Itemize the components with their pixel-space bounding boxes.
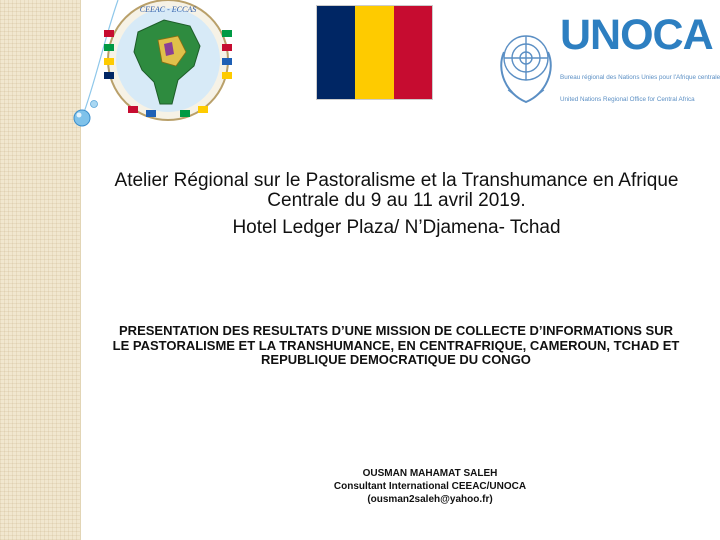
flag-stripe-red bbox=[394, 6, 432, 99]
flag-stripe-yellow bbox=[355, 6, 393, 99]
author-role: Consultant International CEEAC/UNOCA bbox=[333, 481, 527, 492]
slide-title: Atelier Régional sur le Pastoralisme et la Transhumance en Afrique Centrale du 9 au 11 avril 2019. bbox=[114, 170, 679, 211]
flag-stripe-blue bbox=[317, 6, 355, 99]
author-name: OUSMAN MAHAMAT SALEH bbox=[362, 468, 498, 479]
unoca-subtitle-fr: Bureau régional des Nations Unies pour l'Afrique centrale bbox=[560, 74, 720, 81]
author-email: (ousman2saleh@yahoo.fr) bbox=[367, 494, 493, 505]
author-block bbox=[300, 467, 560, 506]
ceeac-logo bbox=[98, 0, 238, 125]
unoca-subtitle-en: United Nations Regional Office for Central Africa bbox=[560, 96, 695, 103]
unoca-title: UNOCA bbox=[560, 11, 713, 59]
chad-flag bbox=[316, 5, 433, 100]
presentation-text: PRESENTATION DES RESULTATS D’UNE MISSION DE COLLECTE D’INFORMATIONS SUR LE PASTORALISME ET LA TRANSHUMANCE, EN CENTRAFRIQUE, CAMEROUN, TCHAD ET REPUBLIQUE DEMOCRATIQUE DU CONGO bbox=[112, 323, 680, 367]
svg-text:CEEAC - ECCAS: CEEAC - ECCAS bbox=[139, 5, 197, 14]
slide-subtitle: Hotel Ledger Plaza/ N’Djamena- Tchad bbox=[232, 217, 561, 238]
